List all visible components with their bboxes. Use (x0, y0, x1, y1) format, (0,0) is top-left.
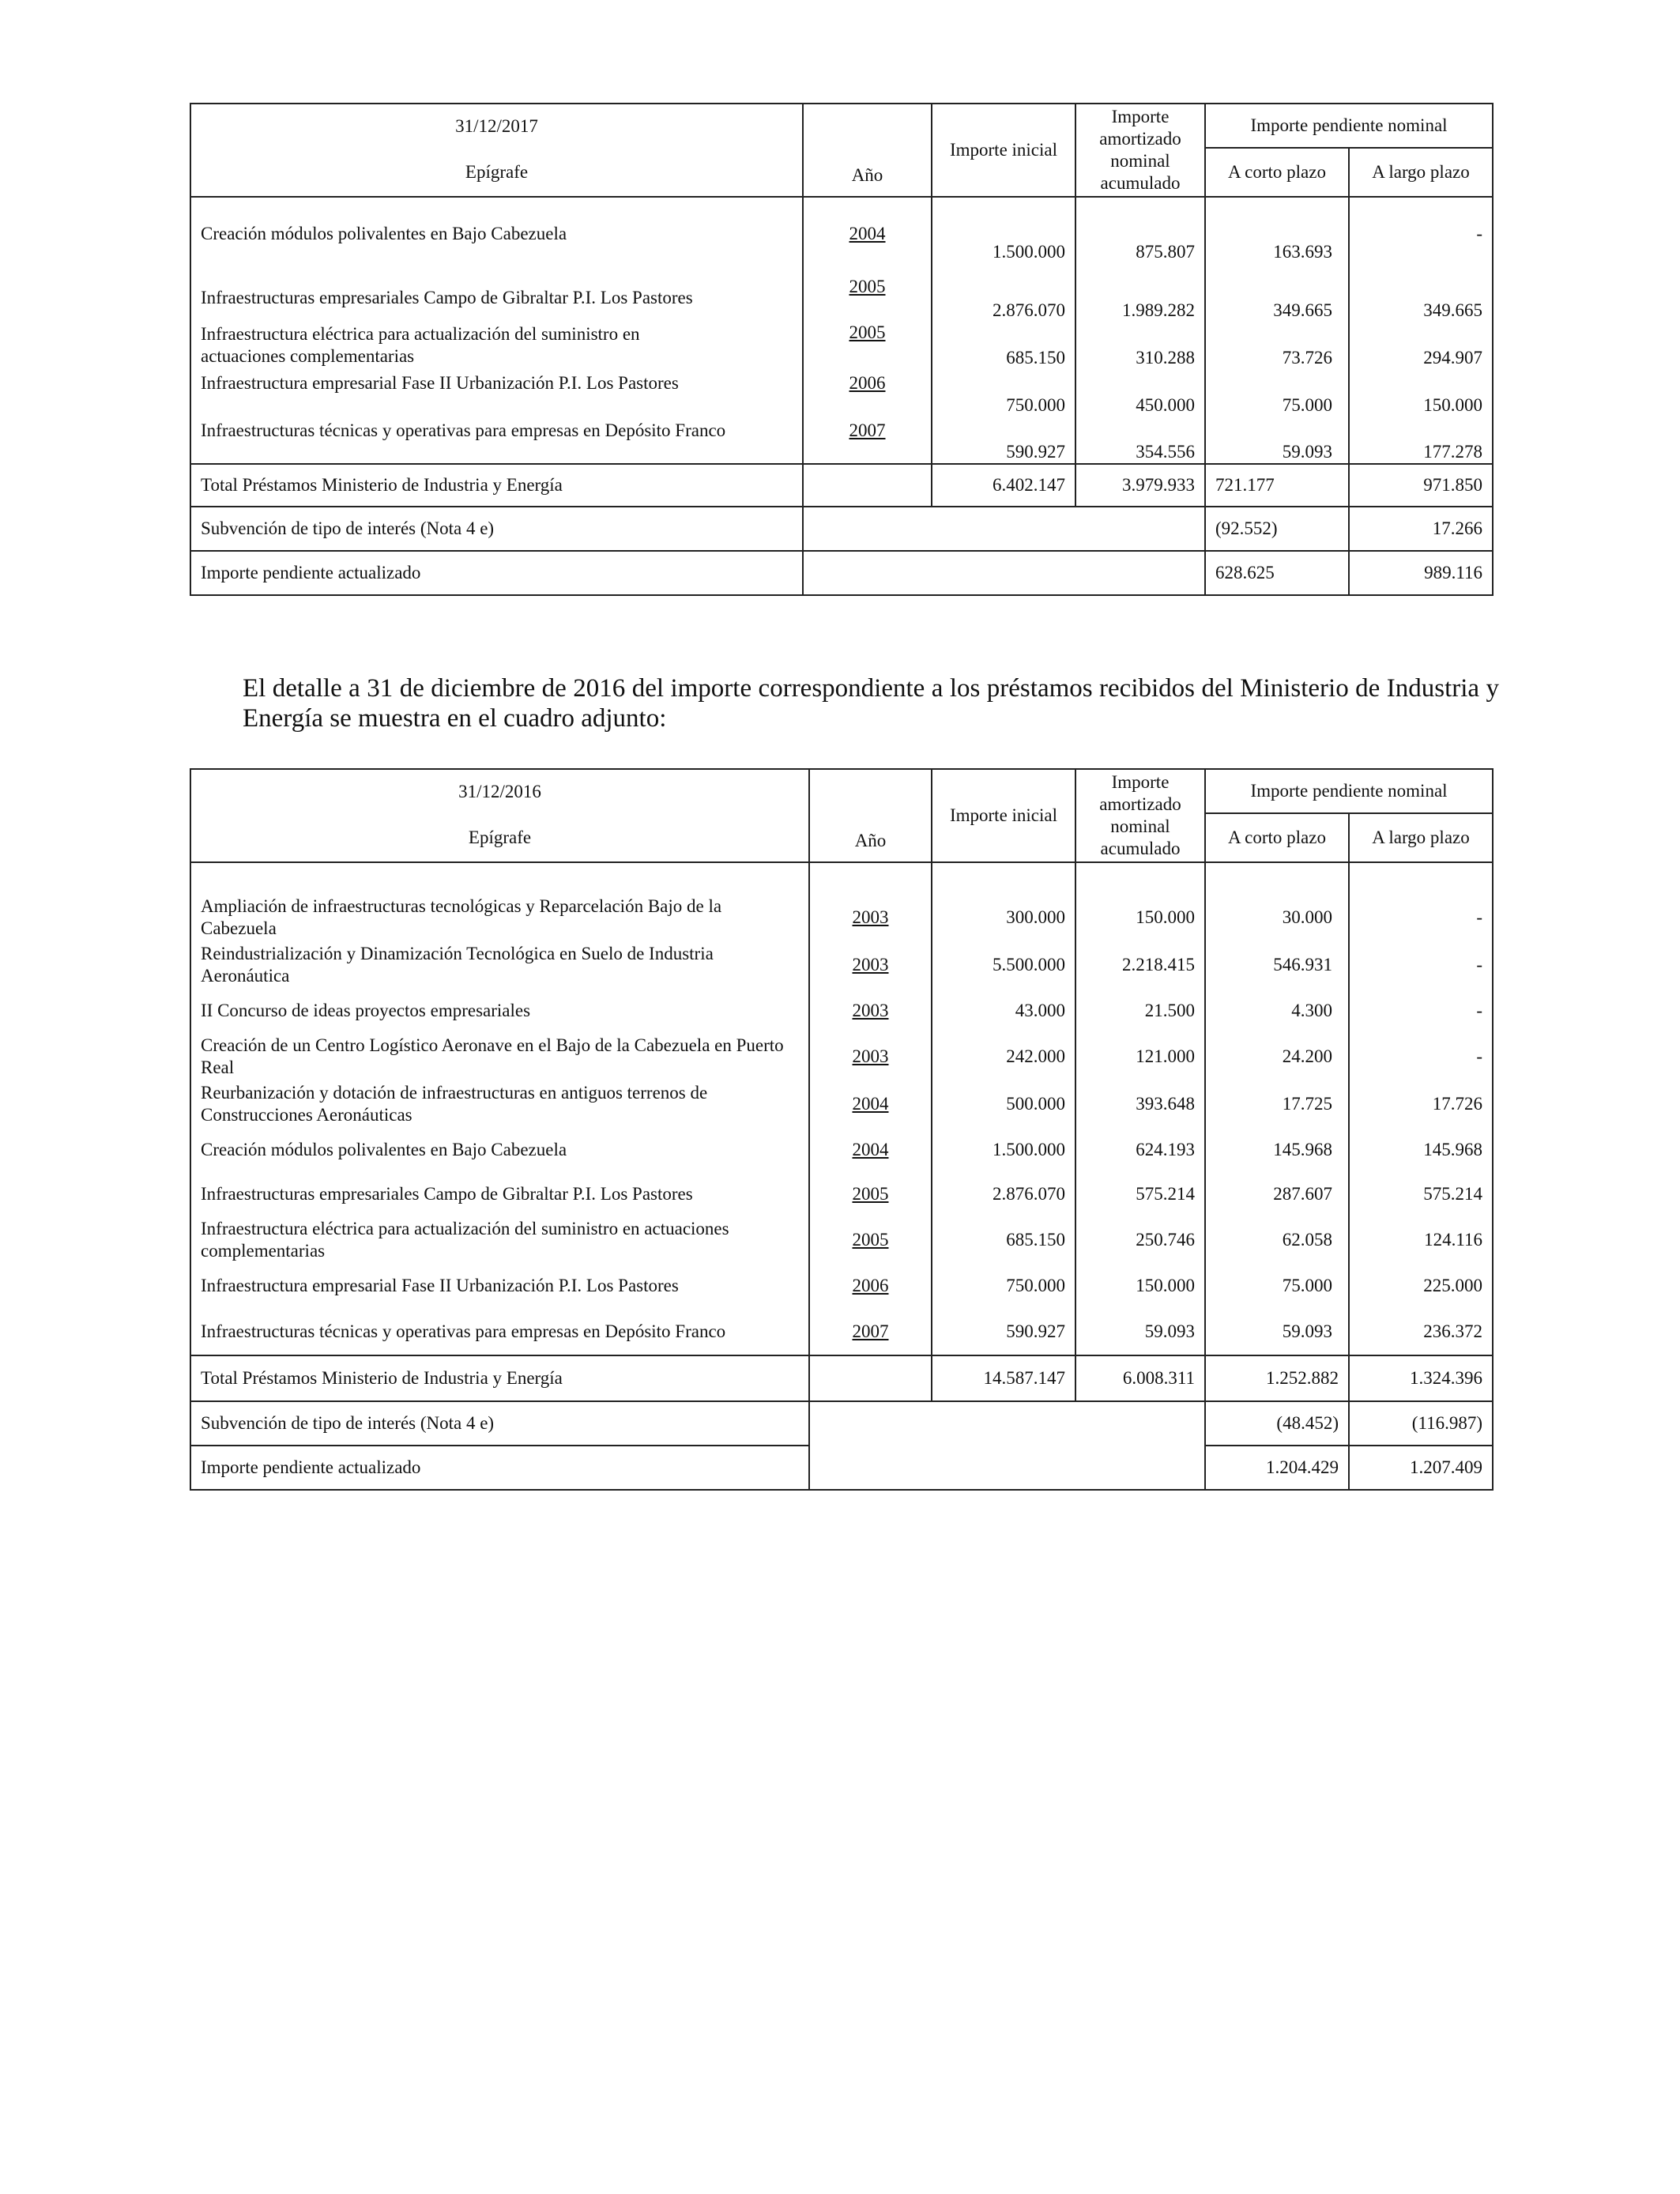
row-largo: - (1349, 197, 1493, 263)
actualizado-largo: 989.116 (1349, 551, 1493, 595)
row-amortizado: 624.193 (1075, 1128, 1205, 1172)
row-ano: 2006 (803, 369, 932, 417)
table-row (190, 941, 1493, 989)
row-corto: 75.000 (1205, 369, 1349, 417)
subvencion-row (190, 507, 1493, 551)
actualizado-corto: 628.625 (1205, 551, 1349, 595)
row-epigrafe: Infraestructura empresarial Fase II Urbanización P.I. Los Pastores (190, 369, 803, 417)
row-inicial: 685.150 (932, 322, 1075, 369)
subvencion-largo: 17.266 (1349, 507, 1493, 551)
row-largo: 294.907 (1349, 322, 1493, 369)
row-largo: - (1349, 989, 1493, 1033)
row-largo: - (1349, 1033, 1493, 1080)
header-importe-amortizado: Importe amortizado nominal acumulado (1075, 104, 1205, 197)
row-ano: 2006 (809, 1264, 932, 1308)
table-row (190, 1308, 1493, 1355)
row-largo: 349.665 (1349, 263, 1493, 322)
row-largo: - (1349, 894, 1493, 941)
row-corto: 4.300 (1205, 989, 1349, 1033)
row-corto: 287.607 (1205, 1172, 1349, 1216)
row-ano: 2004 (803, 197, 932, 263)
row-amortizado: 2.218.415 (1075, 941, 1205, 989)
table-row (190, 263, 1493, 322)
total-label: Total Préstamos Ministerio de Industria y Energía (190, 464, 803, 507)
row-largo: 150.000 (1349, 369, 1493, 417)
total-amortizado: 6.008.311 (1075, 1355, 1205, 1401)
header-epigrafe: Epígrafe (190, 813, 809, 862)
total-corto: 1.252.882 (1205, 1355, 1349, 1401)
table-row (190, 1080, 1493, 1128)
row-epigrafe: Infraestructuras técnicas y operativas para empresas en Depósito Franco (190, 417, 803, 464)
row-amortizado: 250.746 (1075, 1216, 1205, 1264)
row-epigrafe: Creación de un Centro Logístico Aeronave en el Bajo de la Cabezuela en Puerto Real (190, 1033, 809, 1080)
header-importe-amortizado: Importe amortizado nominal acumulado (1075, 769, 1205, 862)
row-epigrafe: II Concurso de ideas proyectos empresariales (190, 989, 809, 1033)
header-importe-inicial: Importe inicial (932, 769, 1075, 862)
actualizado-label: Importe pendiente actualizado (190, 1446, 809, 1490)
actualizado-row (190, 551, 1493, 595)
row-largo: 124.116 (1349, 1216, 1493, 1264)
row-epigrafe: Infraestructuras técnicas y operativas para empresas en Depósito Franco (190, 1308, 809, 1355)
row-corto: 546.931 (1205, 941, 1349, 989)
header-ano: Año (803, 104, 932, 197)
total-amortizado: 3.979.933 (1075, 464, 1205, 507)
row-inicial: 750.000 (932, 369, 1075, 417)
table-row (190, 894, 1493, 941)
row-corto: 62.058 (1205, 1216, 1349, 1264)
row-epigrafe: Reurbanización y dotación de infraestructuras en antiguos terrenos de Construcciones Aeronáuticas (190, 1080, 809, 1128)
row-inicial: 1.500.000 (932, 1128, 1075, 1172)
row-corto: 17.725 (1205, 1080, 1349, 1128)
row-inicial: 685.150 (932, 1216, 1075, 1264)
row-corto: 75.000 (1205, 1264, 1349, 1308)
row-amortizado: 875.807 (1075, 197, 1205, 263)
subvencion-corto: (48.452) (1205, 1401, 1349, 1446)
row-epigrafe: Reindustrialización y Dinamización Tecnológica en Suelo de Industria Aeronáutica (190, 941, 809, 989)
table-row (190, 197, 1493, 263)
row-corto: 59.093 (1205, 417, 1349, 464)
subvencion-label: Subvención de tipo de interés (Nota 4 e) (190, 1401, 809, 1446)
row-corto: 145.968 (1205, 1128, 1349, 1172)
total-largo: 971.850 (1349, 464, 1493, 507)
header-corto-plazo: A corto plazo (1205, 813, 1349, 862)
row-ano: 2005 (803, 322, 932, 369)
header-epigrafe: Epígrafe (190, 148, 803, 197)
intro-paragraph: El detalle a 31 de diciembre de 2016 del importe correspondiente a los préstamos recibidos del Ministerio de Industria y Energía se muestra en el cuadro adjunto: (243, 674, 1499, 733)
row-amortizado: 150.000 (1075, 1264, 1205, 1308)
row-amortizado: 21.500 (1075, 989, 1205, 1033)
row-amortizado: 393.648 (1075, 1080, 1205, 1128)
header-corto-plazo: A corto plazo (1205, 148, 1349, 197)
subvencion-largo: (116.987) (1349, 1401, 1493, 1446)
row-inicial: 590.927 (932, 417, 1075, 464)
row-corto: 349.665 (1205, 263, 1349, 322)
row-largo: - (1349, 941, 1493, 989)
row-epigrafe: Infraestructura eléctrica para actualización del suministro en actuaciones complementarias (190, 1216, 809, 1264)
row-epigrafe: Infraestructuras empresariales Campo de Gibraltar P.I. Los Pastores (190, 263, 803, 322)
row-ano: 2005 (809, 1216, 932, 1264)
table-row (190, 989, 1493, 1033)
row-ano: 2007 (809, 1308, 932, 1355)
subvencion-row (190, 1401, 1493, 1446)
header-importe-pendiente: Importe pendiente nominal (1205, 769, 1493, 813)
row-inicial: 5.500.000 (932, 941, 1075, 989)
table-row (190, 1033, 1493, 1080)
row-amortizado: 150.000 (1075, 894, 1205, 941)
actualizado-label: Importe pendiente actualizado (190, 551, 803, 595)
row-amortizado: 1.989.282 (1075, 263, 1205, 322)
actualizado-largo: 1.207.409 (1349, 1446, 1493, 1490)
loans-table-2017 (190, 103, 1494, 596)
row-largo: 17.726 (1349, 1080, 1493, 1128)
row-ano: 2004 (809, 1128, 932, 1172)
row-inicial: 300.000 (932, 894, 1075, 941)
header-ano: Año (809, 769, 932, 862)
header-importe-inicial: Importe inicial (932, 104, 1075, 197)
total-label: Total Préstamos Ministerio de Industria y Energía (190, 1355, 809, 1401)
row-amortizado: 59.093 (1075, 1308, 1205, 1355)
row-epigrafe: Creación módulos polivalentes en Bajo Cabezuela (190, 197, 803, 263)
header-importe-pendiente: Importe pendiente nominal (1205, 104, 1493, 148)
row-largo: 575.214 (1349, 1172, 1493, 1216)
row-epigrafe: Creación módulos polivalentes en Bajo Cabezuela (190, 1128, 809, 1172)
row-ano: 2003 (809, 1033, 932, 1080)
row-largo: 177.278 (1349, 417, 1493, 464)
total-inicial: 14.587.147 (932, 1355, 1075, 1401)
total-corto: 721.177 (1205, 464, 1349, 507)
actualizado-corto: 1.204.429 (1205, 1446, 1349, 1490)
total-row (190, 1355, 1493, 1401)
table-row (190, 1264, 1493, 1308)
row-ano: 2005 (809, 1172, 932, 1216)
table-date: 31/12/2016 (190, 769, 809, 813)
row-corto: 73.726 (1205, 322, 1349, 369)
row-epigrafe: Ampliación de infraestructuras tecnológicas y Reparcelación Bajo de la Cabezuela (190, 894, 809, 941)
row-inicial: 242.000 (932, 1033, 1075, 1080)
header-largo-plazo: A largo plazo (1349, 813, 1493, 862)
table-row (190, 369, 1493, 417)
table-row (190, 1128, 1493, 1172)
row-inicial: 750.000 (932, 1264, 1075, 1308)
row-amortizado: 310.288 (1075, 322, 1205, 369)
row-corto: 30.000 (1205, 894, 1349, 941)
header-largo-plazo: A largo plazo (1349, 148, 1493, 197)
row-ano: 2007 (803, 417, 932, 464)
row-corto: 24.200 (1205, 1033, 1349, 1080)
loans-table-2016 (190, 768, 1494, 1491)
row-inicial: 1.500.000 (932, 197, 1075, 263)
row-inicial: 500.000 (932, 1080, 1075, 1128)
row-largo: 236.372 (1349, 1308, 1493, 1355)
table-row (190, 1216, 1493, 1264)
row-inicial: 2.876.070 (932, 263, 1075, 322)
row-amortizado: 450.000 (1075, 369, 1205, 417)
table-row (190, 322, 1493, 369)
table-date: 31/12/2017 (190, 104, 803, 148)
total-row (190, 464, 1493, 507)
row-epigrafe: Infraestructura eléctrica para actualización del suministro en actuaciones complementarias (190, 322, 803, 369)
row-amortizado: 575.214 (1075, 1172, 1205, 1216)
row-largo: 145.968 (1349, 1128, 1493, 1172)
row-amortizado: 121.000 (1075, 1033, 1205, 1080)
row-ano: 2003 (809, 989, 932, 1033)
row-epigrafe: Infraestructura empresarial Fase II Urbanización P.I. Los Pastores (190, 1264, 809, 1308)
subvencion-corto: (92.552) (1205, 507, 1349, 551)
row-ano: 2003 (809, 894, 932, 941)
row-inicial: 2.876.070 (932, 1172, 1075, 1216)
row-inicial: 43.000 (932, 989, 1075, 1033)
row-ano: 2005 (803, 263, 932, 322)
row-corto: 59.093 (1205, 1308, 1349, 1355)
row-epigrafe: Infraestructuras empresariales Campo de Gibraltar P.I. Los Pastores (190, 1172, 809, 1216)
row-corto: 163.693 (1205, 197, 1349, 263)
row-inicial: 590.927 (932, 1308, 1075, 1355)
table-row (190, 417, 1493, 464)
row-ano: 2003 (809, 941, 932, 989)
total-inicial: 6.402.147 (932, 464, 1075, 507)
row-ano: 2004 (809, 1080, 932, 1128)
row-largo: 225.000 (1349, 1264, 1493, 1308)
subvencion-label: Subvención de tipo de interés (Nota 4 e) (190, 507, 803, 551)
table-row (190, 1172, 1493, 1216)
row-amortizado: 354.556 (1075, 417, 1205, 464)
total-largo: 1.324.396 (1349, 1355, 1493, 1401)
